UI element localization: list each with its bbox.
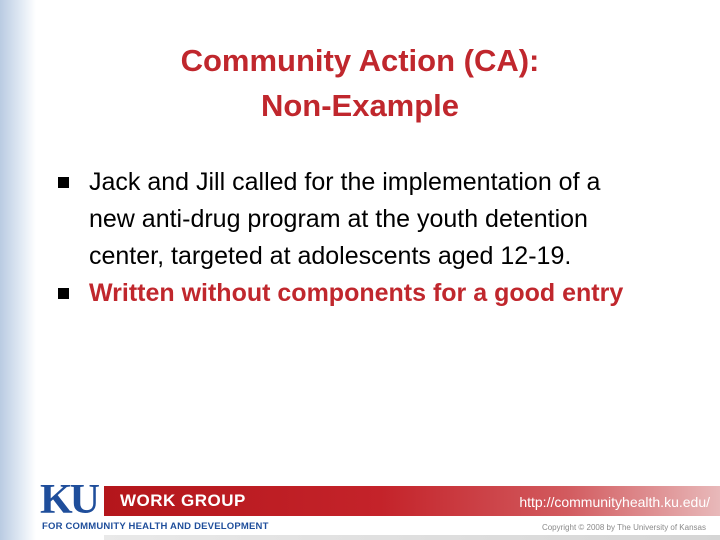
workgroup-label: WORK GROUP xyxy=(120,491,246,510)
bullet-item-1 xyxy=(52,164,652,275)
bullet-list xyxy=(52,164,652,312)
square-bullet-icon xyxy=(58,177,69,188)
title-line-1: Community Action (CA): xyxy=(180,43,540,78)
bullet-text-2: Written without components for a good entry xyxy=(89,279,624,307)
footer-url: http://communityhealth.ku.edu/ xyxy=(519,494,710,510)
square-bullet-icon xyxy=(58,288,69,299)
bullet-item-2 xyxy=(52,275,652,312)
title-line-2: Non-Example xyxy=(260,88,460,123)
ku-logo: KU xyxy=(40,477,97,523)
footer-copyright: Copyright © 2008 by The University of Kansas xyxy=(541,523,706,532)
left-decorative-stripe xyxy=(0,0,36,540)
footer-red-band xyxy=(104,486,720,516)
footer-tagline: FOR COMMUNITY HEALTH AND DEVELOPMENT xyxy=(42,521,269,532)
bullet-text-1: Jack and Jill called for the implementation of a new anti-drug program at the youth detention center, targeted at adolescents aged 12-19. xyxy=(89,168,601,270)
footer-bottom-bar xyxy=(104,535,720,540)
footer xyxy=(0,472,720,540)
slide-title xyxy=(60,38,660,128)
